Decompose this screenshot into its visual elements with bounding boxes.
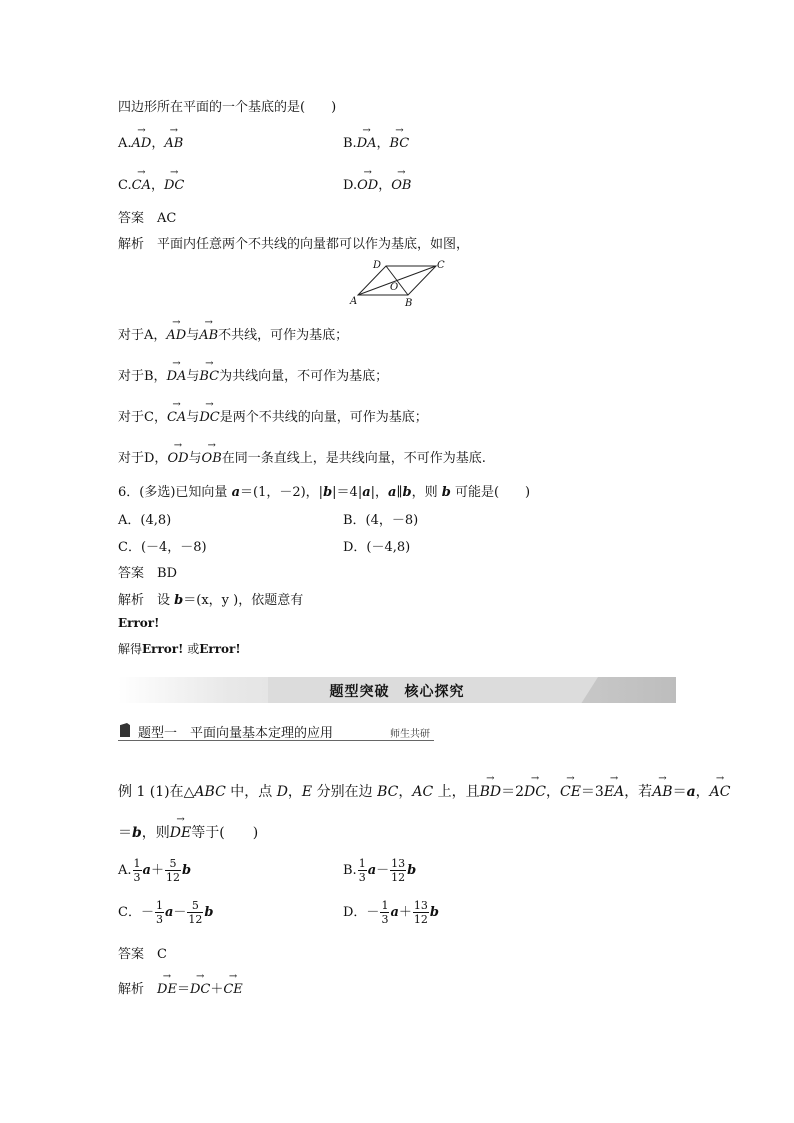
denominator: 3 (381, 913, 389, 926)
line-pre: 对于B， (118, 369, 167, 384)
text: ， (287, 784, 302, 800)
vector: → DC (190, 982, 210, 997)
denominator: 12 (413, 913, 428, 926)
line-pre: 对于C， (118, 410, 167, 425)
vector-a: a (367, 863, 377, 878)
operator: ＋ (150, 863, 164, 878)
parallelogram-figure (346, 257, 450, 309)
ex1-analysis (118, 978, 243, 997)
vector: → OD (357, 178, 378, 193)
ex1-option-a[interactable] (118, 857, 191, 884)
analysis-label: 解析 (118, 237, 145, 252)
vector: → DE (170, 825, 191, 841)
q6-option-a[interactable]: A．(4,8) (118, 513, 172, 528)
vector: → AB (199, 328, 218, 343)
ex1-option-d[interactable] (343, 899, 439, 926)
numerator: 5 (187, 899, 203, 913)
numerator: 1 (381, 899, 389, 912)
answer-label: 答案 (118, 947, 145, 962)
q5-option-b[interactable] (343, 132, 409, 151)
ex1-line-1 (118, 781, 731, 801)
q6-option-d[interactable]: D．(－4,8) (343, 540, 411, 555)
q6-answer (118, 562, 177, 581)
answer-value: BD (157, 566, 178, 581)
vector: → CA (132, 178, 151, 193)
vector: → DC (164, 178, 184, 193)
numerator: 13 (413, 899, 428, 912)
option-label: D. (343, 178, 358, 193)
vector-a: a (390, 905, 399, 920)
q5-line-a (118, 324, 348, 343)
ex1-line-2 (118, 822, 258, 842)
text: ＝3 (580, 784, 604, 800)
math: ABC (194, 784, 226, 800)
vector: → DE (157, 982, 177, 997)
error-text: Error! (199, 642, 241, 656)
vector: → AB (164, 136, 183, 151)
sep: ， (150, 178, 164, 193)
numerator: 1 (155, 899, 163, 912)
text: 上，且 (433, 784, 480, 800)
fraction (380, 899, 389, 926)
text: 6．(多选)已知向量 (118, 485, 232, 500)
vector: → DC (524, 784, 546, 800)
text: |， (370, 485, 389, 500)
type-title: 题型一 平面向量基本定理的应用 (138, 726, 334, 741)
vector: → AB (652, 784, 672, 800)
fraction (155, 899, 164, 926)
vector: → BC (199, 369, 219, 384)
q6-analysis (118, 589, 303, 608)
answer-value: C (157, 947, 167, 962)
operator: － (376, 863, 390, 878)
q5-stem: 四边形所在平面的一个基底的是( ) (118, 100, 337, 115)
error-text: Error! (142, 642, 184, 656)
vector: → AC (710, 784, 731, 800)
type-underline (118, 740, 434, 741)
answer-label: 答案 (118, 211, 145, 226)
analysis-label: 解析 (118, 982, 145, 997)
text: ＝ (118, 825, 132, 841)
line-post: 为共线向量，不可作为基底； (219, 369, 389, 384)
answer-label: 答案 (118, 566, 145, 581)
text: ， (398, 784, 413, 800)
numerator: 1 (133, 857, 141, 870)
q6-error-1: Error! (118, 616, 160, 630)
line-mid: 与 (188, 451, 202, 466)
denominator: 12 (188, 913, 203, 926)
q6-option-c[interactable]: C．(－4，－8) (118, 540, 207, 555)
text: ，则 (411, 485, 442, 500)
vector-a: a (388, 485, 397, 500)
text: 中，点 (225, 784, 277, 800)
line-mid: 与 (186, 369, 200, 384)
text: 例 1 (1)在△ (118, 784, 195, 800)
vector-b: b (429, 905, 439, 920)
operator: ＋ (398, 905, 412, 920)
q6-stem (118, 481, 530, 500)
vector: → OD (167, 451, 188, 466)
vector: → EA (604, 784, 624, 800)
vector-a: a (164, 905, 174, 920)
label-a: A (350, 296, 358, 307)
text: ， (545, 784, 560, 800)
q5-option-c[interactable] (118, 174, 184, 193)
text: ＝ (176, 982, 190, 997)
section-banner (118, 677, 676, 703)
text: ＝(1，－2)，| (240, 485, 324, 500)
vector-b: b (323, 485, 333, 500)
vector: → CE (223, 982, 242, 997)
text: 可能是( ) (450, 485, 531, 500)
fraction (413, 899, 429, 926)
text: 设 (157, 593, 175, 608)
text: ＝ (672, 784, 687, 800)
math: AC (412, 784, 434, 800)
vector-b: b (402, 485, 412, 500)
text: ，则 (141, 825, 170, 841)
option-label: B. (343, 136, 357, 151)
denominator: 3 (133, 871, 141, 884)
fraction (165, 857, 181, 884)
line-pre: 对于A， (118, 328, 167, 343)
ex1-option-b[interactable] (343, 857, 416, 884)
fraction (133, 857, 142, 884)
numerator: 5 (165, 857, 181, 871)
vector-a: a (231, 485, 240, 500)
denominator: 12 (165, 871, 180, 884)
math: D (276, 784, 288, 800)
bookmark-icon (120, 723, 130, 737)
line-post: 是两个不共线的向量，可作为基底； (219, 410, 428, 425)
vector: → OB (391, 178, 411, 193)
analysis-text: 平面内任意两个不共线的向量都可以作为基底，如图， (157, 237, 470, 252)
label-b: B (405, 298, 413, 309)
vector: → DA (357, 136, 377, 151)
text: 分别在边 (312, 784, 378, 800)
option-label: C. (118, 178, 132, 193)
operator: － (173, 905, 187, 920)
option-label: D．－ (343, 905, 380, 920)
answer-value: AC (157, 211, 177, 226)
text: ＝2 (501, 784, 525, 800)
vector: → DA (167, 369, 187, 384)
q5-option-d[interactable] (343, 174, 411, 193)
q5-line-b (118, 365, 388, 384)
vector: → AD (132, 136, 152, 151)
text: ＝(x，y )，依题意有 (183, 593, 304, 608)
option-label: B. (343, 863, 357, 878)
line-mid: 与 (186, 328, 200, 343)
vector-a: a (686, 784, 696, 800)
ex1-option-c[interactable] (118, 899, 214, 926)
text: 或 (183, 642, 200, 656)
vector-a: a (142, 863, 151, 878)
text: ， (695, 784, 710, 800)
vector: → BD (480, 784, 502, 800)
vector: → CE (560, 784, 581, 800)
option-label: C．－ (118, 905, 154, 920)
option-label: A. (118, 136, 132, 151)
vector-b: b (441, 485, 451, 500)
fraction (358, 857, 367, 884)
section-title: 题型突破 核心探究 (329, 684, 465, 700)
q6-solve (118, 640, 241, 657)
vector-b: b (181, 863, 192, 878)
text: |＝4| (332, 485, 363, 500)
vector-b: b (132, 825, 142, 841)
q5-answer (118, 207, 176, 226)
text: ，若 (624, 784, 653, 800)
label-d: D (373, 260, 382, 271)
type-heading (118, 721, 434, 741)
vector-b: b (204, 905, 214, 920)
vector: → OB (202, 451, 222, 466)
vector: → AD (166, 328, 186, 343)
label-c: C (437, 260, 445, 271)
line-post: 不共线，可作为基底； (218, 328, 349, 343)
line-mid: 与 (186, 410, 200, 425)
sep: ， (378, 178, 392, 193)
fraction (390, 857, 406, 884)
text: 解得 (118, 642, 143, 656)
math: BC (377, 784, 399, 800)
parallel-symbol: ∥ (396, 485, 403, 500)
q5-line-d (118, 447, 486, 466)
numerator: 1 (358, 857, 366, 870)
q5-line-c (118, 406, 428, 425)
sep: ， (376, 136, 390, 151)
q6-option-b[interactable]: B．(4，－8) (343, 513, 419, 528)
line-pre: 对于D， (118, 451, 168, 466)
option-label: A. (118, 863, 132, 878)
text: 等于( ) (191, 825, 259, 841)
vector: → CA (167, 410, 186, 425)
q5-analysis (118, 233, 469, 252)
vector-b: b (174, 593, 184, 608)
line-post: 在同一条直线上，是共线向量，不可作为基底. (221, 451, 486, 466)
text: ＋ (210, 982, 224, 997)
ex1-answer (118, 943, 167, 962)
fraction (187, 899, 203, 926)
q5-option-a[interactable] (118, 132, 183, 151)
numerator: 13 (391, 857, 406, 870)
denominator: 12 (391, 871, 406, 884)
sep: ， (151, 136, 165, 151)
label-o: O (390, 282, 399, 293)
vector: → BC (390, 136, 410, 151)
denominator: 3 (358, 871, 366, 884)
vector-a: a (362, 485, 371, 500)
denominator: 3 (155, 913, 163, 926)
vector: → DC (199, 410, 219, 425)
type-tag: 师生共研 (390, 729, 430, 740)
analysis-label: 解析 (118, 593, 145, 608)
math: E (301, 784, 313, 800)
vector-b: b (407, 863, 417, 878)
